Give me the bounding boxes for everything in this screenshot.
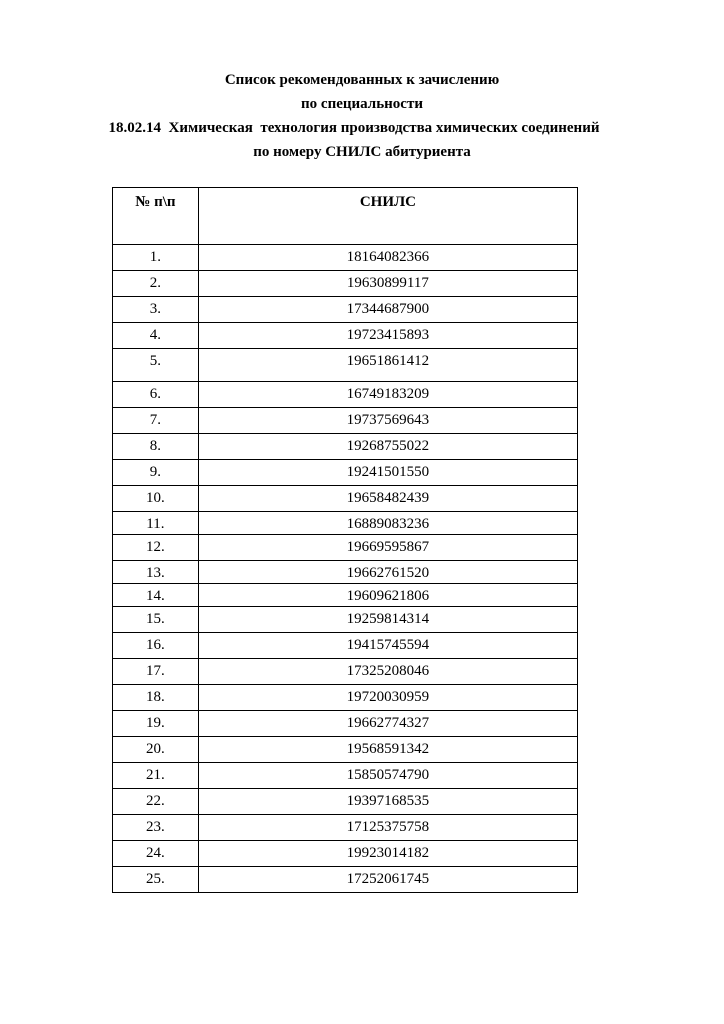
table-row [113, 535, 578, 561]
row-number: 21. [113, 763, 199, 789]
title-line-specialty: 18.02.14 Химическая технология производства химических соединений [108, 120, 600, 136]
row-snils: 17325208046 [198, 659, 577, 685]
row-number: 14. [113, 584, 199, 607]
table-row [113, 271, 578, 297]
row-number: 22. [113, 789, 199, 815]
row-number: 6. [113, 382, 199, 408]
row-number: 10. [113, 486, 199, 512]
row-snils: 19241501550 [198, 460, 577, 486]
row-number: 18. [113, 685, 199, 711]
row-snils: 19658482439 [198, 486, 577, 512]
row-snils: 19923014182 [198, 841, 577, 867]
row-snils: 19568591342 [198, 737, 577, 763]
header-number: № п\п [113, 188, 199, 245]
row-number: 24. [113, 841, 199, 867]
row-number: 9. [113, 460, 199, 486]
row-snils: 17252061745 [198, 867, 577, 893]
table-row [113, 607, 578, 633]
row-number: 20. [113, 737, 199, 763]
table-row [113, 460, 578, 486]
row-number: 23. [113, 815, 199, 841]
row-snils: 19630899117 [198, 271, 577, 297]
row-snils: 17125375758 [198, 815, 577, 841]
row-number: 2. [113, 271, 199, 297]
row-number: 15. [113, 607, 199, 633]
row-snils: 19723415893 [198, 323, 577, 349]
row-snils: 16749183209 [198, 382, 577, 408]
title-line-2: по специальности [301, 96, 423, 112]
table-row [113, 382, 578, 408]
table-body [113, 245, 578, 893]
row-number: 11. [113, 512, 199, 535]
row-number: 8. [113, 434, 199, 460]
table-row [113, 659, 578, 685]
table-header-row [113, 188, 578, 245]
table-row [113, 841, 578, 867]
header-snils: СНИЛС [198, 188, 577, 245]
row-snils: 18164082366 [198, 245, 577, 271]
row-number: 1. [113, 245, 199, 271]
row-snils: 19669595867 [198, 535, 577, 561]
table-row [113, 789, 578, 815]
row-snils: 15850574790 [198, 763, 577, 789]
row-snils: 19651861412 [198, 349, 577, 382]
table-row [113, 561, 578, 584]
row-number: 16. [113, 633, 199, 659]
table-row [113, 685, 578, 711]
row-snils: 19737569643 [198, 408, 577, 434]
table-row [113, 763, 578, 789]
row-snils: 19662761520 [198, 561, 577, 584]
row-number: 5. [113, 349, 199, 382]
snils-table [112, 187, 578, 893]
table-row [113, 737, 578, 763]
table-row [113, 349, 578, 382]
row-number: 12. [113, 535, 199, 561]
row-number: 4. [113, 323, 199, 349]
row-snils: 16889083236 [198, 512, 577, 535]
table-row [113, 633, 578, 659]
table-row [113, 245, 578, 271]
row-snils: 19662774327 [198, 711, 577, 737]
row-snils: 19397168535 [198, 789, 577, 815]
row-number: 17. [113, 659, 199, 685]
title-line-1: Список рекомендованных к зачислению [224, 72, 500, 88]
row-number: 3. [113, 297, 199, 323]
table-row [113, 867, 578, 893]
table-row [113, 512, 578, 535]
row-snils: 19609621806 [198, 584, 577, 607]
row-snils: 17344687900 [198, 297, 577, 323]
row-number: 13. [113, 561, 199, 584]
table-row [113, 297, 578, 323]
row-snils: 19415745594 [198, 633, 577, 659]
table-row [113, 434, 578, 460]
table-row [113, 486, 578, 512]
table-row [113, 323, 578, 349]
row-number: 7. [113, 408, 199, 434]
row-number: 25. [113, 867, 199, 893]
row-snils: 19268755022 [198, 434, 577, 460]
table-row [113, 815, 578, 841]
title-line-4: по номеру СНИЛС абитуриента [253, 144, 471, 160]
table-row [113, 584, 578, 607]
table-row [113, 711, 578, 737]
row-snils: 19259814314 [198, 607, 577, 633]
table-row [113, 408, 578, 434]
row-number: 19. [113, 711, 199, 737]
row-snils: 19720030959 [198, 685, 577, 711]
